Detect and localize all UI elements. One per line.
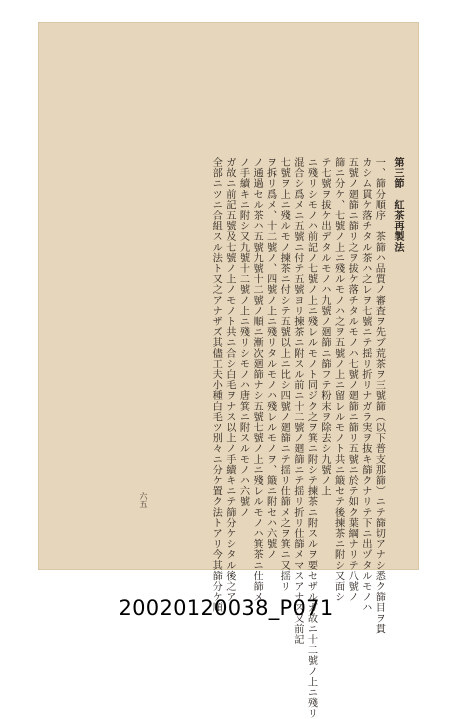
text-column: 混合シ爲メニ五號ニ付テ五號ヨリ揀茶ニ附スル前ニ十二號ノ廻篩ニテ揺リ折リ仕篩メマスアナス又前記 bbox=[291, 157, 303, 645]
text-column: 篩ニ分ケ、七號ノ上ニ殘ルモノハ之ヲ五號ノ上ニ留レルモノト共ニ簸セテ後揀茶ニ附シ又面シ bbox=[332, 157, 344, 603]
image-id-caption: 20020120038_P071 bbox=[118, 596, 334, 620]
text-column: 七號ヲ上ニ殘ルモノ揀茶ニ付シテ五號以上ニ比シ四號ノ廻篩ニテ揺リ仕篩メ之ヲ箕ニ又揺リ bbox=[278, 157, 290, 592]
text-column: テ七號ヲ拔ケ出デタルモノハ九號ノ廻篩ニ篩フテ粉末ヲ除去シ九號ノ上 bbox=[319, 157, 331, 497]
page-number: 六五 bbox=[139, 492, 148, 508]
text-column: カシム貫ケ落チタル茶ハ之レヲ七號ニテ揺リ折リナガラ実ヲ抜キ篩クナリテ下ニ出ヅタルモノハ bbox=[359, 157, 371, 613]
text-column: 一、篩分順序 茶篩ハ品質ノ審査ヲ先ブ荒茶ヲ三號篩（以下普支那篩）ニテ篩切アナシ悉ク篩目ヲ貫 bbox=[373, 157, 385, 634]
text-column: ノ手續キニ附シ又九號十二號ノ上ニ殘リシモノハ唐箕ニ附スルモノハ六號ノ bbox=[237, 157, 249, 518]
section-title: 第三節 紅茶再製法 bbox=[392, 157, 404, 253]
text-column: ニ殘リシモノハ前記ノ七號ノ上ニ殘レルモノト同ジク之ヲ箕ニ附シテ揀茶ニ附スルヲ要セザルガ故ニ十二號ノ上ニ殘リ bbox=[305, 157, 317, 719]
text-column: ガ故ニ前記五號及七號ノ上ノモノト共ニ合シ白毛ヲナス以上ノ手續キニテ篩分ケシタル後之ア bbox=[223, 157, 235, 603]
text-column: 五號ノ廻篩ニ篩リ之ヲ拔ケ落チタルモノハ七號ノ廻篩ニ篩リ五號ニ於テ如ク葉綱ナリテ八號ノ bbox=[346, 157, 358, 603]
text-column: ヲ拆リ爲メ、十二號ノ、四號ノ上ニ殘リタルモノハ殘レルモノヲ、簸ニ附セハ六號ノ bbox=[264, 157, 276, 560]
text-column: ノ通過セル茶ハ五號九號十二號ノ順ニ漸次廻篩ナシ五號七號ノ上ニ殘レルモノハ箕茶ニ仕篩メ bbox=[251, 157, 263, 603]
text-column: 全部ニツニ合組スル法ト又之アナザズ其儘工夫小種白毛ツ別々ニ分ケ置ク法トアリ今其篩分ケ順 bbox=[210, 157, 222, 613]
